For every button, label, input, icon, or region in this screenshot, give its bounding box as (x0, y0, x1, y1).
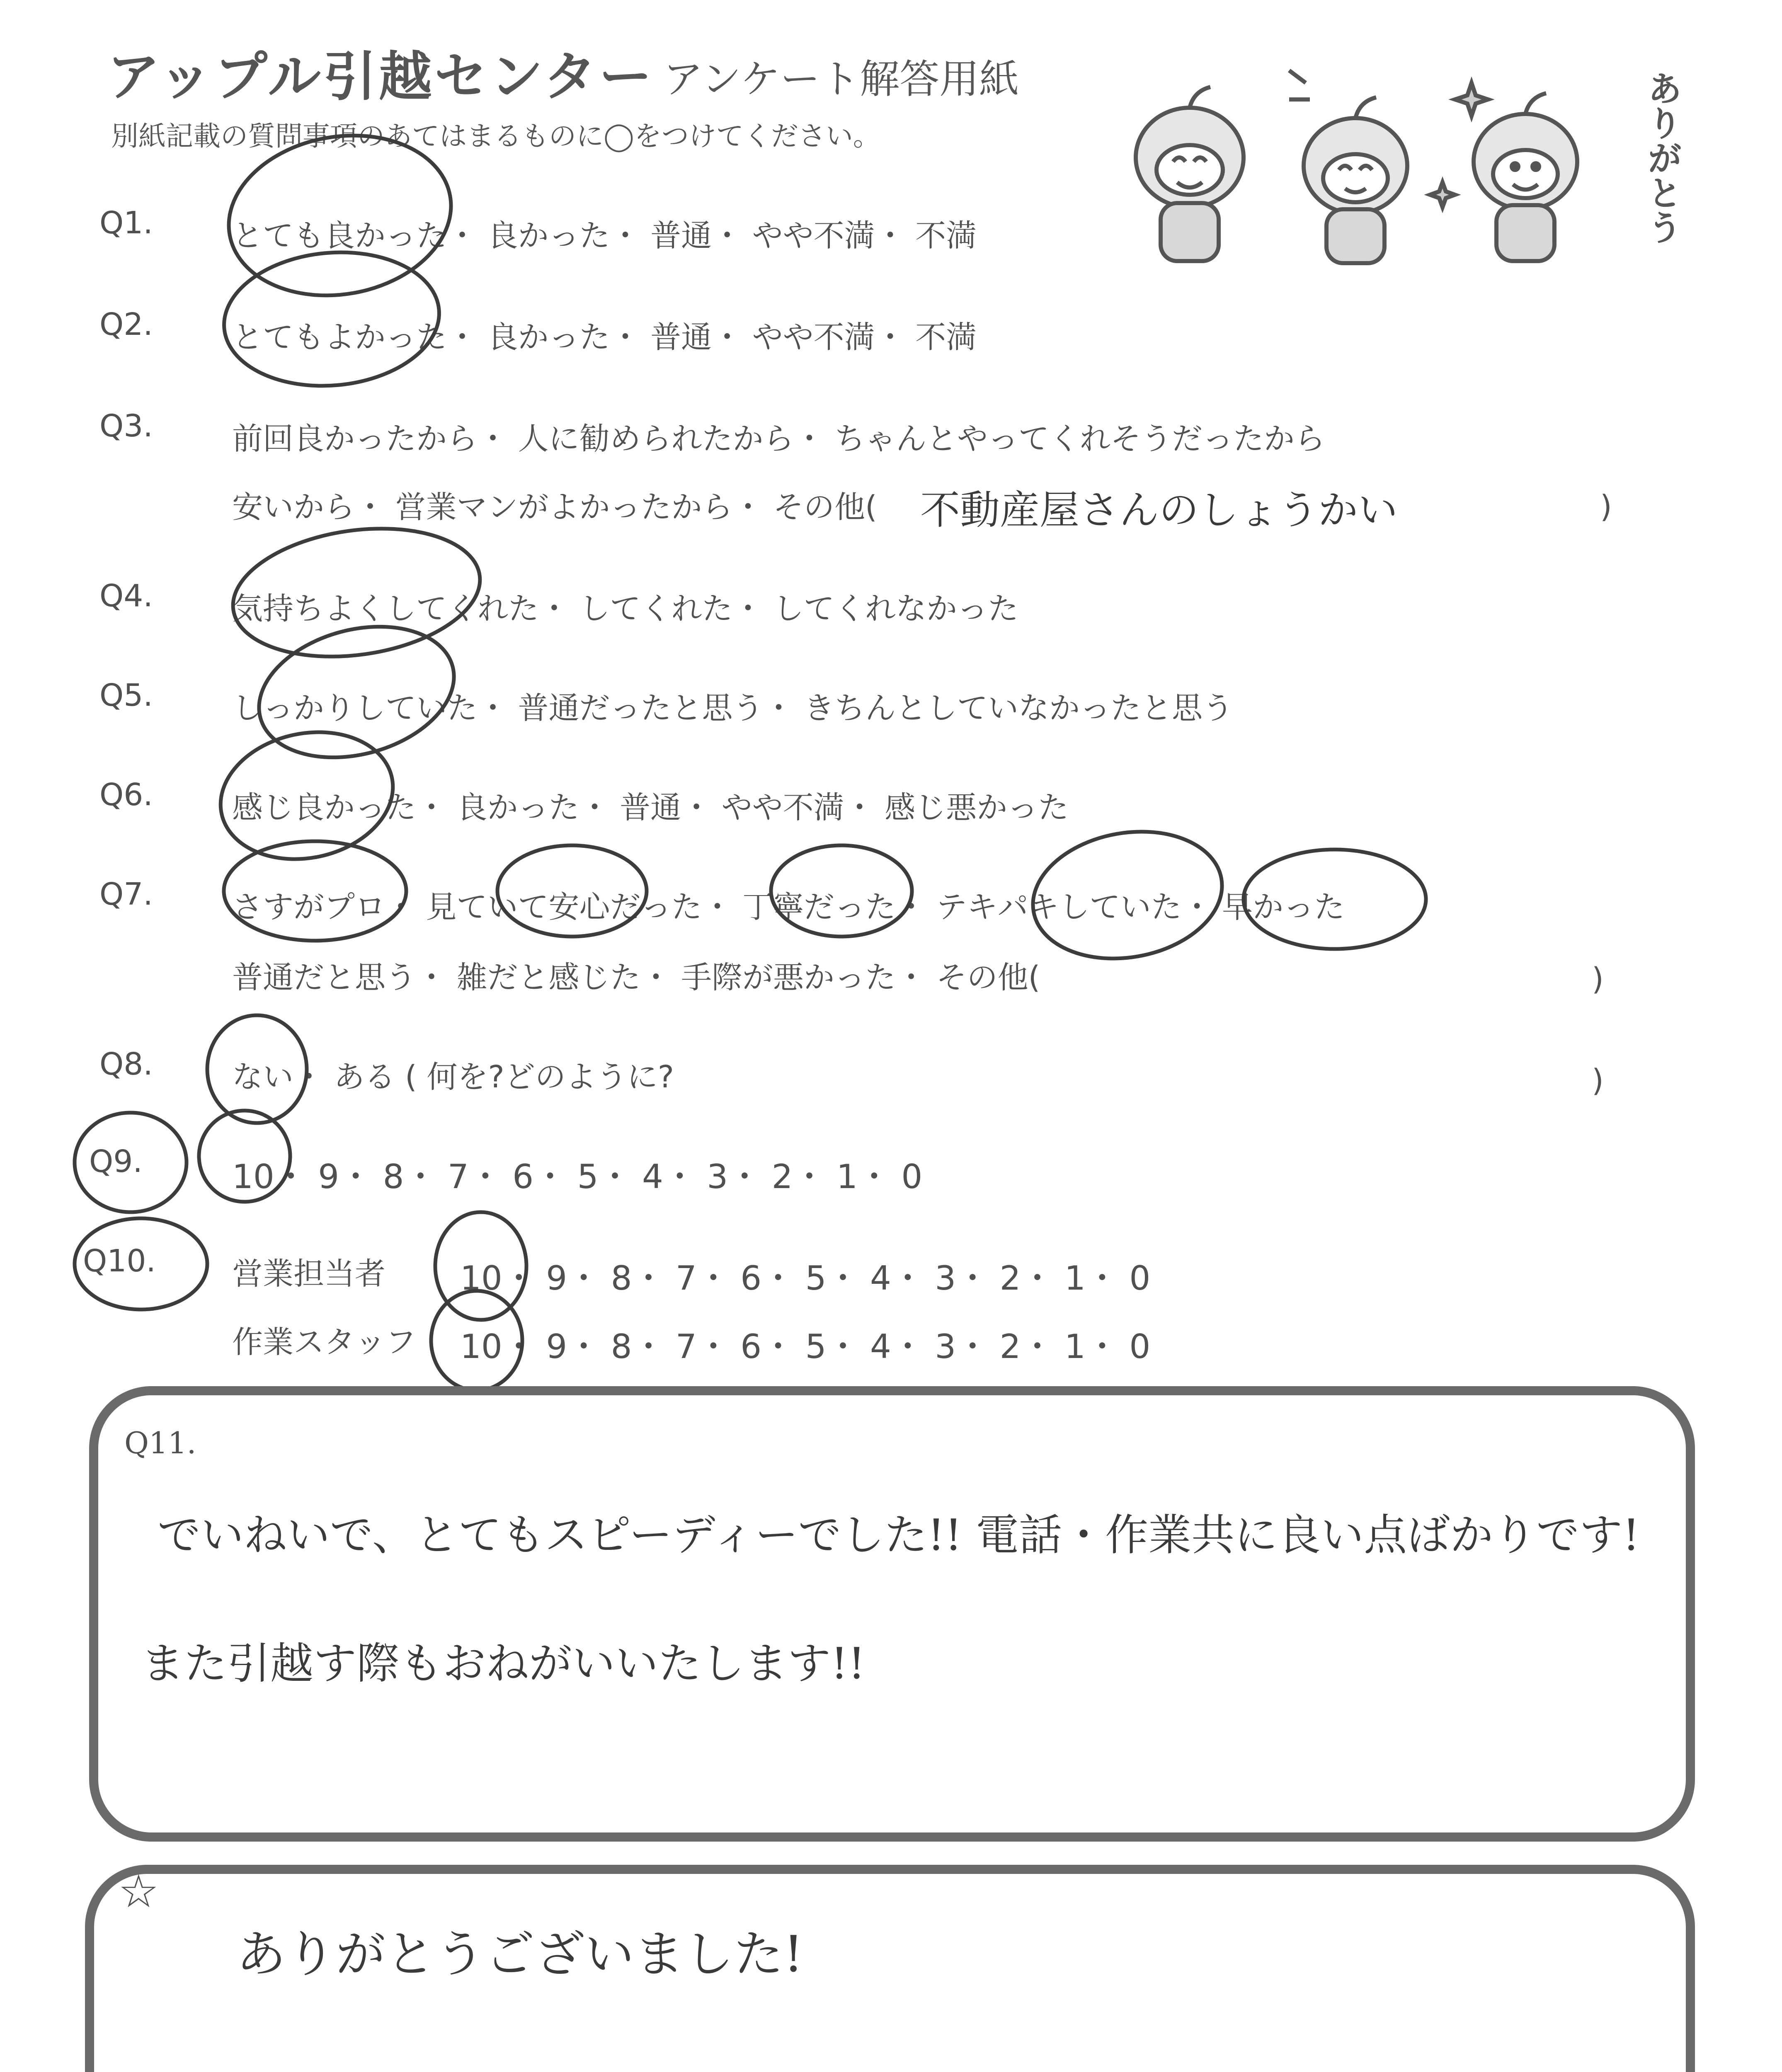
q10-staff-score[interactable]: 8 (611, 1327, 632, 1366)
q10-sales-score[interactable]: 3 (935, 1259, 956, 1297)
q7-selected-circle-4 (1023, 817, 1232, 973)
q4-options: 気持ちよくしてくれた・ してくれた・ してくれなかった (232, 591, 1019, 627)
q7-option[interactable]: 普通だと思う (232, 960, 416, 995)
q2-option[interactable]: とてもよかった (232, 320, 447, 355)
q3-option[interactable]: 前回良かったから (232, 421, 478, 457)
q2-label: Q2. (99, 307, 153, 342)
q10-staff-score[interactable]: 6 (740, 1327, 762, 1366)
q2-options: とてもよかった・ 良かった・ 普通・ やや不満・ 不満 (232, 320, 977, 355)
q8-selected-circle (207, 1015, 307, 1123)
q7-option[interactable]: 丁寧だった (742, 889, 896, 925)
q9-label-circle (75, 1113, 187, 1212)
q1-label: Q1. (99, 205, 153, 241)
q9-score[interactable]: 9 (318, 1157, 339, 1196)
q9-score[interactable]: 1 (836, 1157, 858, 1196)
q7-option[interactable]: さすがプロ (232, 889, 385, 925)
q6-option[interactable]: 普通 (620, 790, 681, 825)
q7-option[interactable]: 見ていて安心だった (426, 889, 702, 925)
q5-options: しっかりしていた・ 普通だったと思う・ きちんとしていなかったと思う (232, 690, 1234, 726)
q10-staff-score[interactable]: 1 (1064, 1327, 1086, 1366)
q1-options: とても良かった・ 良かった・ 普通・ やや不満・ 不満 (232, 218, 977, 254)
q9-selected-circle (199, 1111, 290, 1202)
q7-selected-circle-5 (1244, 850, 1426, 949)
q10-sales-score[interactable]: 1 (1064, 1259, 1086, 1297)
q10-staff-label: 作業スタッフ (232, 1324, 416, 1360)
q7-selected-circle-2 (497, 845, 647, 937)
q10-staff-score[interactable]: 7 (675, 1327, 697, 1366)
q9-score[interactable]: 5 (577, 1157, 599, 1196)
q2-option[interactable]: 良かった (487, 320, 610, 355)
q1-option[interactable]: 不満 (915, 218, 977, 254)
q2-selected-circle (218, 244, 445, 395)
q10-staff-score[interactable]: 3 (935, 1327, 956, 1366)
q6-selected-circle (209, 717, 405, 875)
q10-sales-score[interactable]: 0 (1129, 1259, 1151, 1297)
q7-selected-circle-3 (771, 845, 912, 937)
q10-sales-score[interactable]: 8 (611, 1259, 632, 1297)
q10-sales-score[interactable]: 2 (999, 1259, 1021, 1297)
q10-label: Q10. (83, 1243, 156, 1279)
q10-sales-score[interactable]: 4 (870, 1259, 891, 1297)
q1-option[interactable]: やや不満 (752, 218, 875, 254)
q6-option[interactable]: 感じ悪かった (885, 790, 1069, 825)
q10-sales-score[interactable]: 10 (460, 1259, 502, 1297)
q6-label: Q6. (99, 777, 153, 813)
q7-option[interactable]: 手際が悪かった (681, 960, 896, 995)
q10-sales-label: 営業担当者 (232, 1256, 385, 1292)
q9-label: Q9. (89, 1144, 143, 1179)
q3-label: Q3. (99, 408, 153, 444)
q4-label: Q4. (99, 578, 153, 614)
q7-option[interactable]: テキパキしていた (936, 889, 1182, 925)
q5-option[interactable]: 普通だったと思う (518, 690, 764, 726)
q10-label-circle (75, 1218, 207, 1310)
q1-option[interactable]: 普通 (650, 218, 712, 254)
q7-other-label: その他( (936, 960, 1040, 995)
q3-close-paren: ) (1600, 489, 1612, 525)
star-icon: ☆ (118, 1865, 159, 1918)
q10-sales-score[interactable]: 5 (805, 1259, 827, 1297)
q8-close-paren: ) (1592, 1063, 1604, 1099)
q3-option[interactable]: 営業マンがよかったから (395, 489, 733, 525)
q8-option-yes[interactable]: ある ( 何を?どのように? (334, 1059, 674, 1095)
q9-score[interactable]: 3 (707, 1157, 728, 1196)
q10-sales-score[interactable]: 7 (675, 1259, 697, 1297)
q7-options-line2: 普通だと思う・ 雑だと感じた・ 手際が悪かった・ その他( (232, 960, 1040, 995)
q9-score[interactable]: 8 (383, 1157, 404, 1196)
q8-label: Q8. (99, 1046, 153, 1082)
q10-staff-selected-circle (431, 1291, 522, 1390)
q7-option[interactable]: 雑だと感じた (456, 960, 641, 995)
form-instruction: 別紙記載の質問事項のあてはまるものに◯をつけてください。 (111, 120, 880, 152)
q10-staff-score[interactable]: 10 (460, 1327, 502, 1366)
q2-option[interactable]: 普通 (650, 320, 712, 355)
q7-close-paren: ) (1592, 961, 1604, 997)
q8-option-no[interactable]: ない (232, 1059, 293, 1095)
q9-score[interactable]: 0 (901, 1157, 923, 1196)
comment-answer[interactable]: ありがとうございました! (236, 1926, 804, 1983)
q6-option[interactable]: やや不満 (721, 790, 844, 825)
q6-option[interactable]: 感じ良かった (232, 790, 416, 825)
q9-score[interactable]: 7 (447, 1157, 469, 1196)
mascot-thanks-text: ありがとう (1642, 70, 1683, 244)
q4-option[interactable]: してくれなかった (773, 591, 1019, 627)
q9-score[interactable]: 2 (771, 1157, 793, 1196)
q3-other-answer[interactable]: 不動産屋さんのしょうかい (920, 487, 1398, 533)
q4-selected-circle (225, 514, 488, 672)
q6-option[interactable]: 良かった (456, 790, 579, 825)
q10-staff-score[interactable]: 4 (870, 1327, 891, 1366)
q7-options-line1: さすがプロ・ 見ていて安心だった・ 丁寧だった・ テキパキしていた・ 早かった (232, 889, 1345, 925)
q10-sales-score[interactable]: 6 (740, 1259, 762, 1297)
q1-option[interactable]: 良かった (487, 218, 610, 254)
q10-staff-score[interactable]: 5 (805, 1327, 827, 1366)
q10-staff-score[interactable]: 2 (999, 1327, 1021, 1366)
q3-options-line1: 前回良かったから・ 人に勧められたから・ ちゃんとやってくれそうだったから (232, 421, 1326, 457)
q3-other-label: その他( (773, 489, 877, 525)
form-subtitle: アンケート解答用紙 (663, 56, 1019, 102)
q3-option[interactable]: 安いから (232, 489, 355, 525)
q4-option[interactable]: してくれた (579, 591, 733, 627)
q5-option[interactable]: きちんとしていなかったと思う (804, 690, 1234, 726)
q3-option[interactable]: 人に勧められたから (518, 421, 794, 457)
q8-options: ない・ ある ( 何を?どのように? (232, 1059, 674, 1095)
q11-label: Q11. (124, 1426, 196, 1460)
q10-staff-scale: 10・ 9・ 8・ 7・ 6・ 5・ 4・ 3・ 2・ 1・ 0 (460, 1327, 1151, 1366)
q2-option[interactable]: やや不満 (752, 320, 875, 355)
q6-options: 感じ良かった・ 良かった・ 普通・ やや不満・ 感じ悪かった (232, 790, 1069, 825)
q10-sales-selected-circle (435, 1212, 526, 1320)
q10-sales-scale: 10・ 9・ 8・ 7・ 6・ 5・ 4・ 3・ 2・ 1・ 0 (460, 1259, 1151, 1297)
q3-options-line2: 安いから・ 営業マンがよかったから・ その他( (232, 489, 877, 525)
q11-answer-line1[interactable]: でいねいで、とてもスピーディーでした!! 電話・作業共に良い点ばかりです! (158, 1510, 1640, 1560)
q10-sales-score[interactable]: 9 (546, 1259, 567, 1297)
q9-score[interactable]: 4 (642, 1157, 663, 1196)
q7-option[interactable]: 早かった (1222, 889, 1345, 925)
q11-answer-line2[interactable]: また引越す際もおねがいいたします!! (141, 1638, 866, 1689)
company-title: アップル引越センター (107, 46, 655, 108)
q4-option[interactable]: 気持ちよくしてくれた (232, 591, 539, 627)
q9-score[interactable]: 10 (232, 1157, 274, 1196)
q5-label: Q5. (99, 678, 153, 713)
q9-score[interactable]: 6 (512, 1157, 534, 1196)
q10-staff-score[interactable]: 0 (1129, 1327, 1151, 1366)
q10-staff-score[interactable]: 9 (546, 1327, 567, 1366)
q5-option[interactable]: しっかりしていた (232, 690, 478, 726)
q7-label: Q7. (99, 876, 153, 912)
q11-box (89, 1386, 1695, 1842)
q2-option[interactable]: 不満 (915, 320, 977, 355)
q9-scale: 10・ 9・ 8・ 7・ 6・ 5・ 4・ 3・ 2・ 1・ 0 (232, 1157, 923, 1196)
q3-option[interactable]: ちゃんとやってくれそうだったから (834, 421, 1326, 457)
q1-option[interactable]: とても良かった (232, 218, 447, 254)
